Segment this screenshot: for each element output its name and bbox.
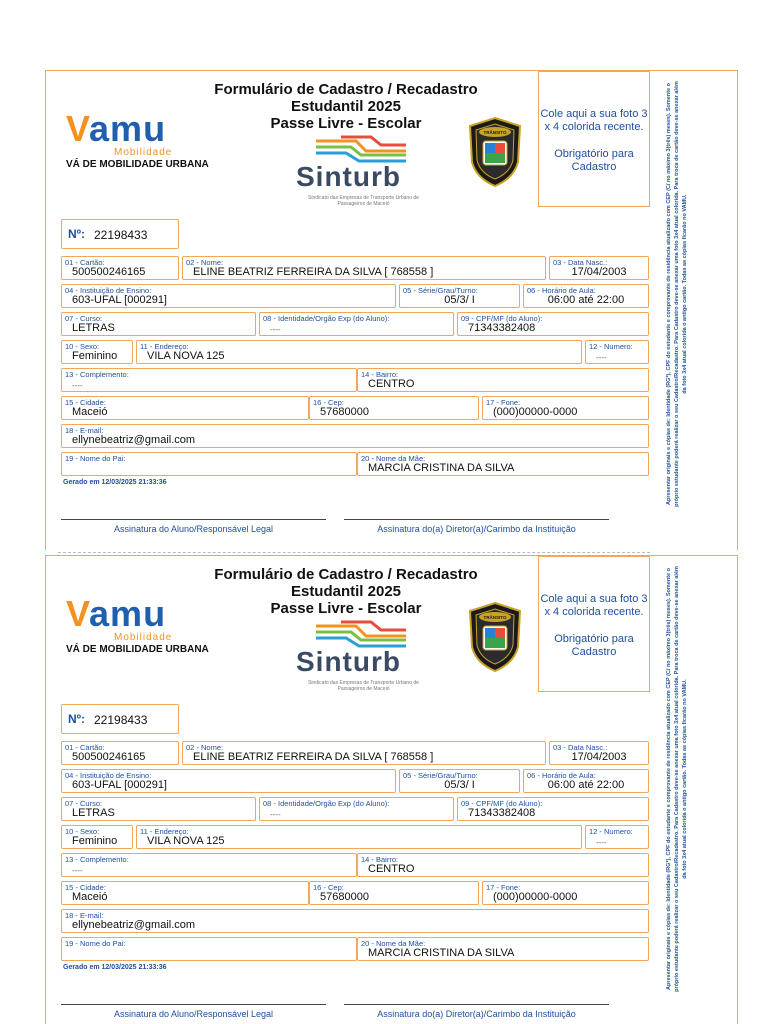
side-note xyxy=(661,564,731,994)
photo-box xyxy=(538,556,650,692)
title-line-2: Estudantil 2025 xyxy=(290,583,402,600)
field-fone: 17 - Fone: (000)00000-0000 xyxy=(482,881,649,905)
field-pai: 19 - Nome do Pai: xyxy=(61,452,357,476)
field-complemento: 13 - Complemento: ---- xyxy=(61,853,357,877)
transit-badge-icon xyxy=(466,601,524,673)
field-data-nasc: 03 - Data Nasc.: 17/04/2003 xyxy=(549,741,649,765)
field-nome: 02 - Nome: ELINE BEATRIZ FERREIRA DA SILVA [ 768558 ] xyxy=(182,256,546,280)
vamu-subtitle: Mobilidade xyxy=(114,632,173,643)
field-mae: 20 - Nome da Mãe: MARCIA CRISTINA DA SILVA xyxy=(357,937,649,961)
sinturb-logo xyxy=(291,133,431,213)
field-sexo: 10 - Sexo: Feminino xyxy=(61,340,133,364)
form-number-value: 22198433 xyxy=(94,228,148,242)
title-line-1: Formulário de Cadastro / Recadastro xyxy=(214,81,478,98)
field-nome: 02 - Nome: ELINE BEATRIZ FERREIRA DA SILVA [ 768558 ] xyxy=(182,741,546,765)
transit-badge-icon xyxy=(466,116,524,188)
field-horario: 06 - Horário de Aula: 06:00 até 22:00 xyxy=(523,284,649,308)
form-title xyxy=(186,81,506,132)
sinturb-logo xyxy=(291,618,431,698)
field-fone: 17 - Fone: (000)00000-0000 xyxy=(482,396,649,420)
badge-text: TRÂNSITO xyxy=(483,615,507,620)
photo-required: Obrigatório para Cadastro xyxy=(554,148,634,173)
field-curso: 07 - Curso: LETRAS xyxy=(61,312,256,336)
field-identidade: 08 - Identidade/Orgão Exp (do Aluno): ---- xyxy=(259,312,454,336)
field-bairro: 14 - Bairro: CENTRO xyxy=(357,853,649,877)
field-horario: 06 - Horário de Aula: 06:00 até 22:00 xyxy=(523,769,649,793)
field-cep: 16 - Cep: 57680000 xyxy=(309,396,479,420)
photo-instruction: Cole aqui a sua foto 3 x 4 colorida recente. xyxy=(540,108,648,133)
vamu-tagline: VÁ DE MOBILIDADE URBANA xyxy=(66,644,209,655)
signature-student: Assinatura do Aluno/Responsável Legal xyxy=(61,519,326,534)
vamu-tagline: VÁ DE MOBILIDADE URBANA xyxy=(66,159,209,170)
signature-student: Assinatura do Aluno/Responsável Legal xyxy=(61,1004,326,1019)
field-data-nasc: 03 - Data Nasc.: 17/04/2003 xyxy=(549,256,649,280)
form-number-value: 22198433 xyxy=(94,713,148,727)
field-cidade: 15 - Cidade: Maceió xyxy=(61,881,309,905)
field-pai: 19 - Nome do Pai: xyxy=(61,937,357,961)
title-line-3: Passe Livre - Escolar xyxy=(270,600,422,617)
photo-required: Obrigatório para Cadastro xyxy=(554,633,634,658)
field-sexo: 10 - Sexo: Feminino xyxy=(61,825,133,849)
cut-line xyxy=(58,552,650,553)
field-email: 18 - E-mail: ellynebeatriz@gmail.com xyxy=(61,424,649,448)
photo-instruction: Cole aqui a sua foto 3 x 4 colorida recente. xyxy=(540,593,648,618)
form-copy-2 xyxy=(45,555,738,1024)
sinturb-subtitle: Sindicato das Empresas de Transporte Urbano de Passageiros de Maceió xyxy=(308,680,419,692)
form-number xyxy=(61,704,179,734)
form-copy-1 xyxy=(45,70,738,550)
signature-director: Assinatura do(a) Diretor(a)/Carimbo da Instituição xyxy=(344,519,609,534)
field-cpf: 09 - CPF/MF (do Aluno): 71343382408 xyxy=(457,797,649,821)
side-note-text: Apresentar originais e cópias de: Identidade (RG*), CPF do estudante e comprovante de residência atualizado com CEP (C/ no máximo 3(três) meses). Somente o próprio estudante poderá realizar o seu Cadastro/Recadastro. Para Cadastro deve-se anexar uma foto 3x4 atual colorida. Para troca de cartão deve-se anexar além da foto 3x4 atual colorida o antigo cartão. Todas as cópias ficarão no VAMU. xyxy=(666,81,688,507)
generated-timestamp: Gerado em 12/03/2025 21:33:36 xyxy=(63,479,167,486)
field-identidade: 08 - Identidade/Orgão Exp (do Aluno): ---- xyxy=(259,797,454,821)
field-cartao: 01 - Cartão: 500500246165 xyxy=(61,741,179,765)
field-instituicao: 04 - Instituição de Ensino: 603-UFAL [000291] xyxy=(61,769,396,793)
field-instituicao: 04 - Instituição de Ensino: 603-UFAL [000291] xyxy=(61,284,396,308)
field-endereco: 11 - Endereço: VILA NOVA 125 xyxy=(136,825,582,849)
vamu-subtitle: Mobilidade xyxy=(114,147,173,158)
vamu-wordmark: Vamu xyxy=(66,593,167,634)
photo-box xyxy=(538,71,650,207)
form-title xyxy=(186,566,506,617)
field-cartao: 01 - Cartão: 500500246165 xyxy=(61,256,179,280)
sinturb-subtitle: Sindicato das Empresas de Transporte Urbano de Passageiros de Maceió xyxy=(308,195,419,207)
field-complemento: 13 - Complemento: ---- xyxy=(61,368,357,392)
field-email: 18 - E-mail: ellynebeatriz@gmail.com xyxy=(61,909,649,933)
badge-text: TRÂNSITO xyxy=(483,130,507,135)
field-mae: 20 - Nome da Mãe: MARCIA CRISTINA DA SILVA xyxy=(357,452,649,476)
sinturb-name: Sinturb xyxy=(296,161,401,192)
signature-director: Assinatura do(a) Diretor(a)/Carimbo da Instituição xyxy=(344,1004,609,1019)
title-line-2: Estudantil 2025 xyxy=(290,98,402,115)
field-serie: 05 - Série/Grau/Turno: 05/3/ I xyxy=(399,284,520,308)
field-bairro: 14 - Bairro: CENTRO xyxy=(357,368,649,392)
field-serie: 05 - Série/Grau/Turno: 05/3/ I xyxy=(399,769,520,793)
field-cpf: 09 - CPF/MF (do Aluno): 71343382408 xyxy=(457,312,649,336)
field-cep: 16 - Cep: 57680000 xyxy=(309,881,479,905)
form-number xyxy=(61,219,179,249)
title-line-1: Formulário de Cadastro / Recadastro xyxy=(214,566,478,583)
field-numero: 12 - Numero: ---- xyxy=(585,825,649,849)
generated-timestamp: Gerado em 12/03/2025 21:33:36 xyxy=(63,964,167,971)
vamu-wordmark: Vamu xyxy=(66,108,167,149)
title-line-3: Passe Livre - Escolar xyxy=(270,115,422,132)
side-note xyxy=(661,79,731,509)
sinturb-name: Sinturb xyxy=(296,646,401,677)
field-numero: 12 - Numero: ---- xyxy=(585,340,649,364)
form-number-label: Nº: xyxy=(68,227,86,241)
field-cidade: 15 - Cidade: Maceió xyxy=(61,396,309,420)
field-endereco: 11 - Endereço: VILA NOVA 125 xyxy=(136,340,582,364)
form-number-label: Nº: xyxy=(68,712,86,726)
side-note-text: Apresentar originais e cópias de: Identidade (RG*), CPF do estudante e comprovante de residência atualizado com CEP (C/ no máximo 3(três) meses). Somente o próprio estudante poderá realizar o seu Cadastro/Recadastro. Para Cadastro deve-se anexar uma foto 3x4 atual colorida. Para troca de cartão deve-se anexar além da foto 3x4 atual colorida o antigo cartão. Todas as cópias ficarão no VAMU. xyxy=(666,566,688,992)
field-curso: 07 - Curso: LETRAS xyxy=(61,797,256,821)
